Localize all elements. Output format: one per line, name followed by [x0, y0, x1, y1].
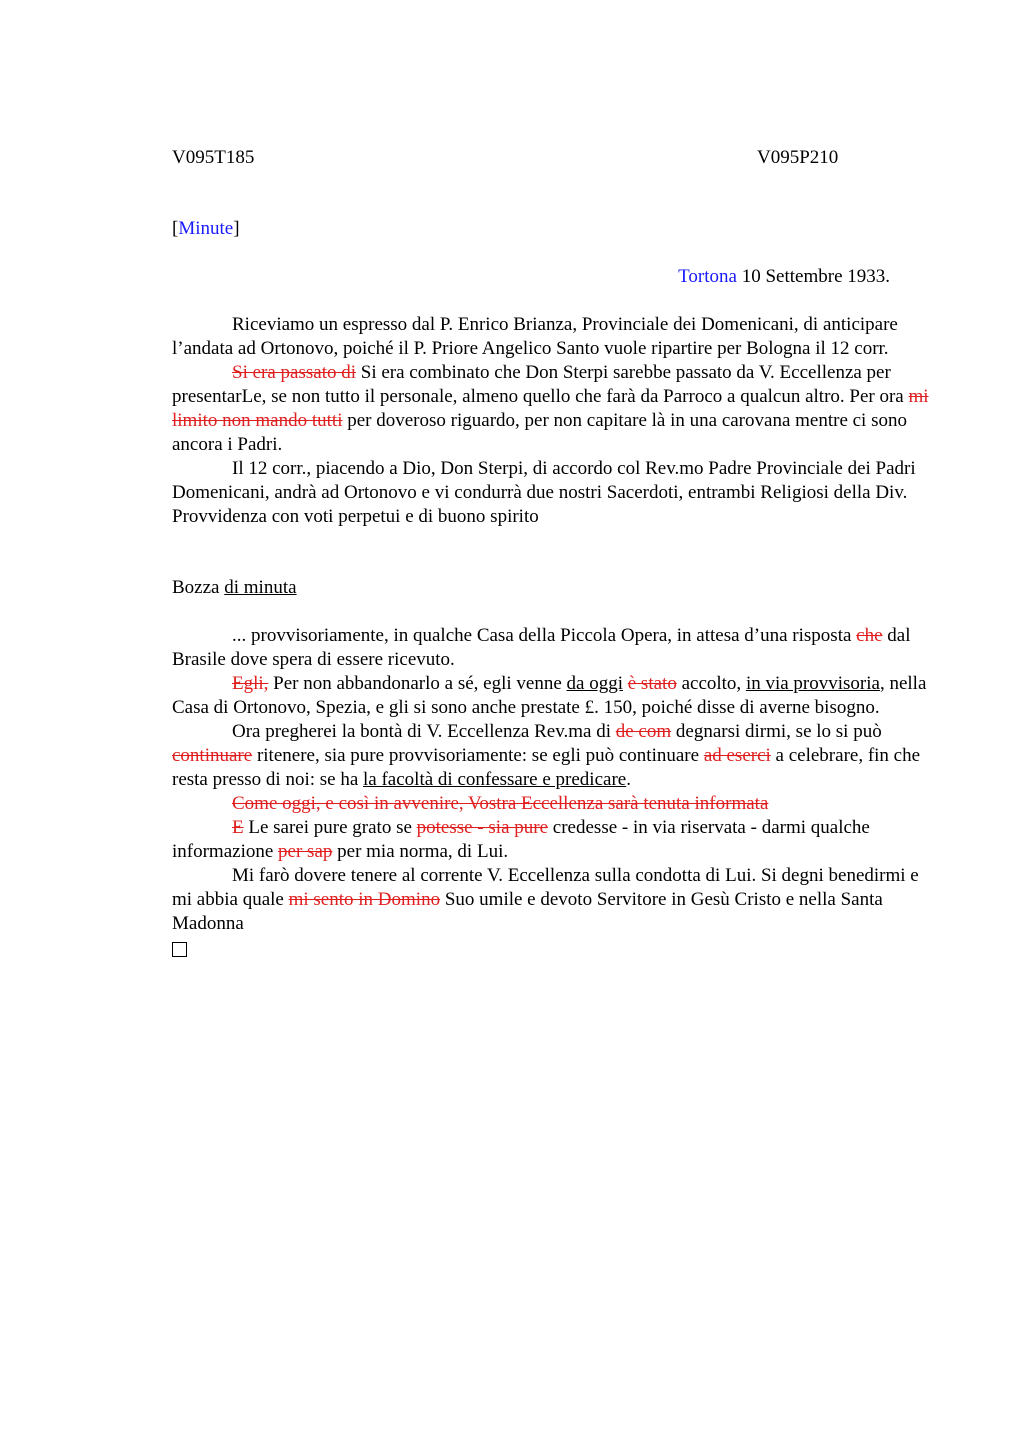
square-icon — [172, 942, 187, 957]
paragraph: E Le sarei pure grato se potesse - sia pure credesse - in via riservata - darmi qualche informazione per sap per mia norma, di Lui. — [172, 817, 870, 862]
letter-date — [172, 265, 932, 289]
paragraph: ... provvisoriamente, in qualche Casa della Piccola Opera, in attesa d’una risposta che dal Brasile dove spera di essere ricevuto. — [172, 625, 911, 670]
underlined-text: di minuta — [224, 577, 297, 598]
paragraph: Riceviamo un espresso dal P. Enrico Brianza, Provinciale dei Domenicani, di anticipare l’andata ad Ortonovo, poiché il P. Priore Angelico Santo vuole ripartire per Bologna il 12 corr. — [172, 314, 898, 359]
draft-heading: Bozza di minuta — [172, 577, 297, 598]
minute-text: Minute — [178, 218, 234, 239]
paragraph: Ora pregherei la bontà di V. Eccellenza Rev.ma di de com degnarsi dirmi, se lo si può continuare ritenere, sia pure provvisoriamente: se egli può continuare ad eserci a celebrare, fin che resta presso di noi: se ha la facoltà di confessare e predicare. — [172, 721, 921, 790]
paragraph: Si era passato di Si era combinato che Don Sterpi sarebbe passato da V. Eccellenza per presentarLe, se non tutto il personale, almeno quello che farà da Parroco a qualcun altro. Per ora mi limito non mando tutti per doveroso riguardo, per non capitare là in una carovana mentre ci sono ancora i Padri. — [172, 362, 929, 455]
paragraph: Egli, Per non abbandonarlo a sé, egli venne da oggi è stato accolto, in via provvisoria, nella Casa di Ortonovo, Spezia, e gli si sono anche prestate £. 150, poiché disse di averne bisogno. — [172, 673, 927, 718]
deleted-text: per sap — [278, 841, 333, 862]
document-page — [172, 146, 932, 964]
deleted-text: Si era passato di — [232, 362, 357, 383]
date-text: 10 Settembre 1933. — [736, 266, 890, 287]
date-place: Tortona — [678, 266, 737, 287]
deleted-text: che — [856, 625, 883, 646]
underlined-text: in via provvisoria — [745, 673, 880, 694]
underlined-text: da oggi — [566, 673, 623, 694]
deleted-text: mi limito non mando tutti — [172, 386, 929, 431]
deleted-text: de com — [615, 721, 672, 742]
deleted-text: Come oggi, e così in avvenire, Vostra Eccellenza sarà tenuta informata — [232, 793, 769, 814]
deleted-text: E — [232, 817, 244, 838]
reference-header — [172, 146, 932, 170]
deleted-text: è stato — [627, 673, 677, 694]
deleted-text: Egli, — [232, 673, 269, 694]
bracket-close: ] — [233, 218, 240, 239]
deleted-text: ad eserci — [703, 745, 771, 766]
underlined-text: la facoltà di confessare e predicare — [363, 769, 627, 790]
deleted-text: continuare — [172, 745, 253, 766]
deleted-text: potesse - sia pure — [416, 817, 549, 838]
paragraph — [172, 792, 932, 816]
paragraph: Il 12 corr., piacendo a Dio, Don Sterpi, di accordo col Rev.mo Padre Provinciale dei Padri Domenicani, andrà ad Ortonovo e vi condurrà due nostri Sacerdoti, entrambi Religiosi della Div. Provvidenza con voti perpetui e di buono spirito — [172, 458, 916, 527]
bracket-open: [ — [172, 218, 179, 239]
letter-body-2 — [172, 624, 932, 964]
reference-code-left: V095T185 — [172, 147, 255, 168]
reference-code-right: V095P210 — [757, 147, 839, 168]
paragraph: Mi farò dovere tenere al corrente V. Eccellenza sulla condotta di Lui. Si degni benedirmi e mi abbia quale mi sento in Domino Suo umile e devoto Servitore in Gesù Cristo e nella Santa Madonna — [172, 865, 919, 934]
deleted-text: mi sento in Domino — [288, 889, 441, 910]
end-mark-box-icon — [172, 936, 932, 964]
minute-label — [172, 217, 932, 241]
letter-body-1 — [172, 313, 932, 529]
